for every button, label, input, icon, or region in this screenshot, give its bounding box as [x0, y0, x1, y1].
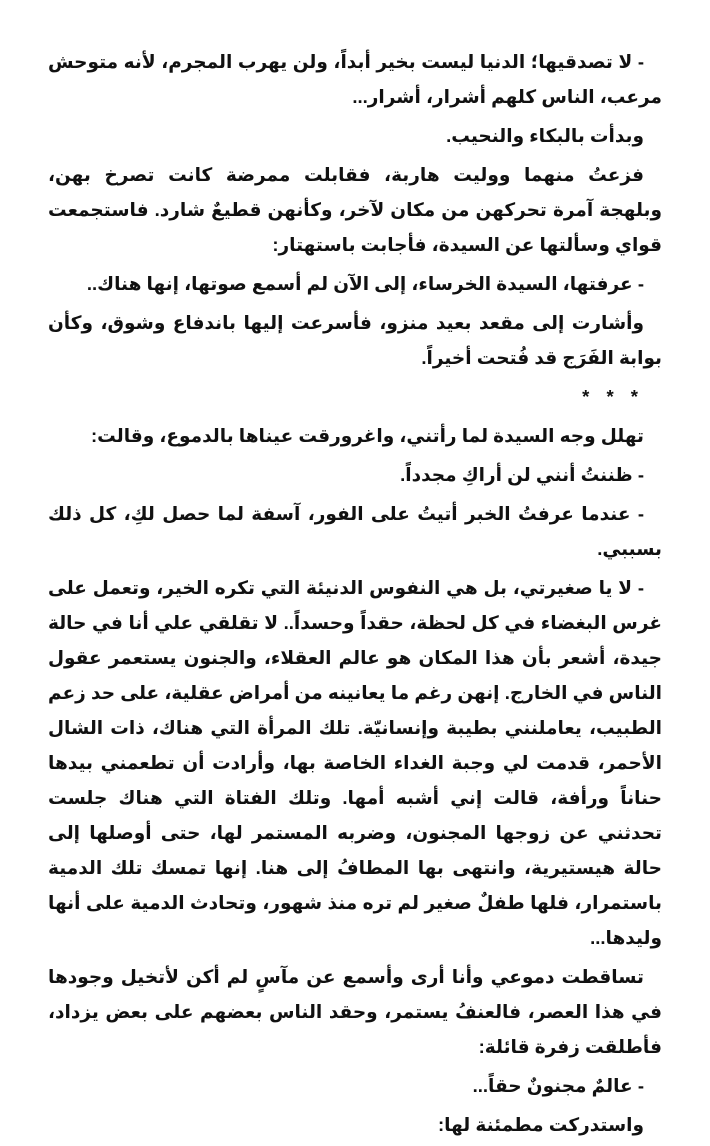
paragraph-4: - عرفتها، السيدة الخرساء، إلى الآن لم أسمع صوتها، إنها هناك.. [86, 273, 644, 294]
paragraph-7: - ظننتُ أنني لن أراكِ مجدداً. [400, 464, 644, 485]
paragraph-1: - لا تصدقيها؛ الدنيا ليست بخير أبداً، ولن يهرب المجرم، لأنه متوحش مرعب، الناس كلهم أشرار، أشرار... [48, 51, 662, 107]
paragraph-10: تساقطت دموعي وأنا أرى وأسمع عن مآسٍ لم أكن لأتخيل وجودها في هذا العصر، فالعنفُ يستمر، وحقد الناس بعضهم على بعض يزداد، فأطلقت زفرة قائلة: [48, 966, 662, 1057]
paragraph-12: واستدركت مطمئنة لها: [437, 1114, 644, 1135]
paragraph-11: - عالمٌ مجنونٌ حقاً... [472, 1075, 644, 1096]
paragraph-8: - عندما عرفتُ الخبر أتيتُ على الفور، آسفة لما حصل لكِ، كل ذلك بسببي. [48, 503, 662, 559]
section-separator: * * * [582, 386, 644, 407]
paragraph-3: فزعتُ منهما ووليت هاربة، فقابلت ممرضة كانت تصرخ بهن، وبلهجة آمرة تحركهن من مكان لآخر، وكأنهن قطيعٌ شارد. فاستجمعت قواي وسألتها عن السيدة، فأجابت باستهتار: [48, 164, 662, 255]
paragraph-2: وبدأت بالبكاء والنحيب. [446, 125, 644, 146]
paragraph-9: - لا يا صغيرتي، بل هي النفوس الدنيئة التي تكره الخير، وتعمل على غرس البغضاء في كل لحظة، حقداً وحسداً.. لا تقلقي علي أنا في حالة جيدة، أشعر بأن هذا المكان هو عالم العقلاء، والجنون يستعمر عقول الناس في الخارج. إنهن رغم ما يعانينه من أمراض عقلية، على حد زعم الطبيب، يعاملنني بطيبة وإنسانيّة. تلك المرأة التي هناك، ذات الشال الأحمر، قدمت لي وجبة الغداء الخاصة بها، وأرادت أن تطعمني بيدها حناناً ورأفة، قالت إني أشبه أمها. وتلك الفتاة التي هناك جلست تحدثني عن زوجها المجنون، وضربه المستمر لها، حتى أوصلها إلى حالة هيستيرية، وانتهى بها المطافُ إلى هنا. إنها تمسك تلك الدمية باستمرار، فلها طفلٌ صغير لم تره منذ شهور، وتحادث الدمية على أنها وليدها... [48, 577, 662, 948]
paragraph-6: تهلل وجه السيدة لما رأتني، واغرورقت عيناها بالدموع، وقالت: [91, 425, 644, 446]
paragraph-5: وأشارت إلى مقعد بعيد منزو، فأسرعت إليها باندفاع وشوق، وكأن بوابة الفَرَج قد فُتحت أخيراً. [48, 312, 662, 368]
document-page [48, 44, 662, 1146]
